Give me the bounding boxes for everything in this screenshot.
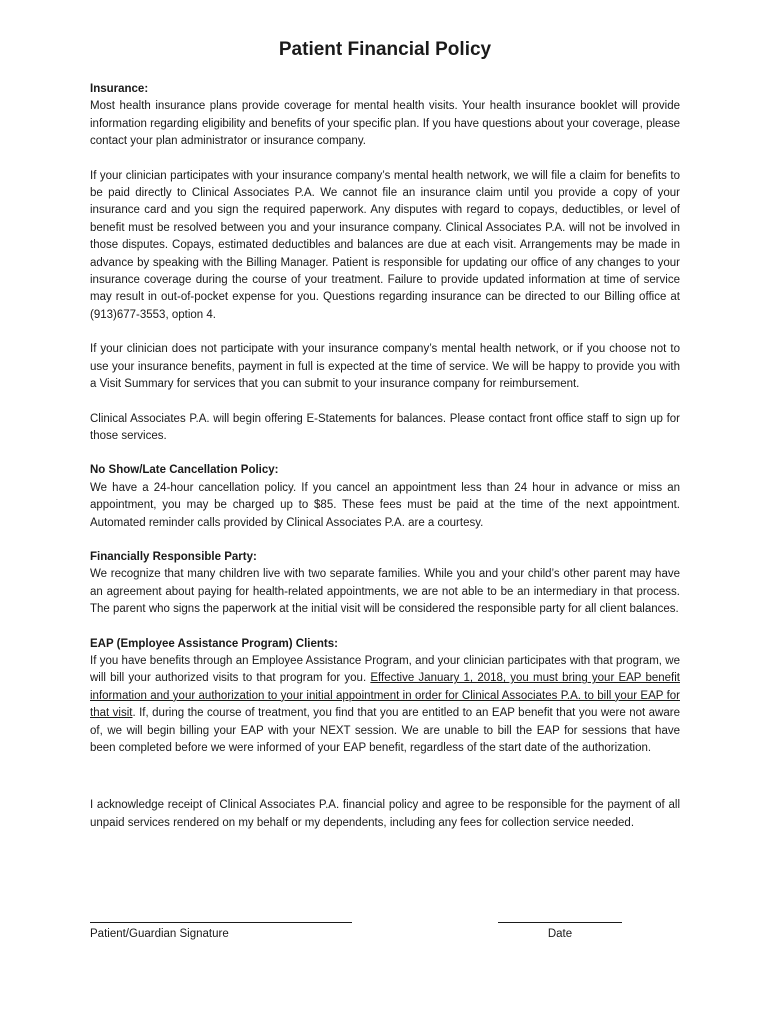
eap-text-rest: . If, during the course of treatment, you find that you are entitled to an EAP benefit that you were not aware of, we will begin billing your EAP with your NEXT session. We are unable to bill the EAP for sessions that have been completed before we were informed of your EAP benefit, regardless of the start date of the authorization.: [90, 707, 680, 754]
eap-underlined-notice: Effective January 1, 2018, you must bring your EAP benefit information and your authorization to your initial appointment in order for Clinical Associates P.A. to bill your EAP for that visit: [90, 672, 680, 720]
date-signature: [498, 913, 622, 943]
responsible-party-heading: Financially Responsible Party:: [90, 550, 257, 563]
eap-heading: EAP (Employee Assistance Program) Clients:: [90, 637, 338, 650]
insurance-paragraph-3: If your clinician does not participate with your insurance company’s mental health network, or if you choose not to use your insurance benefits, payment in full is expected at the time of service. We will be happy to provide you with a Visit Summary for services that you can submit to your insurance company for reimbursement.: [90, 343, 680, 391]
acknowledgement-paragraph: I acknowledge receipt of Clinical Associates P.A. financial policy and agree to be responsible for the payment of all unpaid services rendered on my behalf or my dependents, including any fees for collection service needed.: [90, 799, 680, 829]
eap-text-intro: If you have benefits through an Employee Assistance Program, and your clinician participates with that program, we will bill your authorized visits to that program for you.: [90, 654, 680, 685]
section-insurance: [90, 81, 680, 445]
insurance-heading: Insurance:: [90, 83, 149, 95]
section-eap: [90, 636, 680, 758]
responsible-party-paragraph: We recognize that many children live with two separate families. While you and your child’s other parent may have an agreement about paying for health-related appointments, we are not able to be an intermediary in that process. The parent who signs the paperwork at the initial visit will be considered the responsible party for all client balances.: [90, 568, 680, 616]
section-responsible-party: [90, 549, 680, 619]
signature-line: [90, 913, 352, 923]
patient-signature-label: Patient/Guardian Signature: [90, 928, 229, 940]
page-title: Patient Financial Policy: [278, 39, 492, 60]
no-show-heading: No Show/Late Cancellation Policy:: [90, 464, 279, 477]
insurance-paragraph-1: Most health insurance plans provide coverage for mental health visits. Your health insurance booklet will provide information regarding eligibility and benefits of your specific plan. If you have questions about your coverage, please contact your plan administrator or insurance company.: [90, 100, 680, 148]
date-label: Date: [547, 928, 573, 940]
insurance-paragraph-4: Clinical Associates P.A. will begin offering E-Statements for balances. Please contact front office staff to sign up for those services.: [90, 412, 680, 442]
insurance-paragraph-2: If your clinician participates with your insurance company’s mental health network, we will file a claim for benefits to be paid directly to Clinical Associates P.A. We cannot file an insurance claim until you provide a copy of your insurance card and you sign the required paperwork. Any disputes with regard to copays, deductibles, or level of benefit must be resolved between you and your insurance company. Clinical Associates P.A. will not be involved in those disputes. Copays, estimated deductibles and balances are due at each visit. Arrangements may be made in advance by speaking with the Billing Manager. Patient is responsible for updating our office of any changes to your insurance coverage during the course of your treatment. Failure to provide updated information at time of service may result in out-of-pocket expense for you. Questions regarding insurance can be directed to our Billing office at (913)677-3553, option 4.: [90, 169, 680, 321]
date-line: [498, 913, 622, 923]
patient-signature: [90, 913, 352, 943]
section-no-show: [90, 462, 680, 532]
eap-paragraph: [90, 653, 680, 757]
no-show-paragraph: We have a 24-hour cancellation policy. If you cancel an appointment less than 24 hour in advance or miss an appointment, you may be charged up to $85. These fees must be paid at the time of the next appointment. Automated reminder calls provided by Clinical Associates P.A. are a courtesy.: [90, 481, 680, 529]
